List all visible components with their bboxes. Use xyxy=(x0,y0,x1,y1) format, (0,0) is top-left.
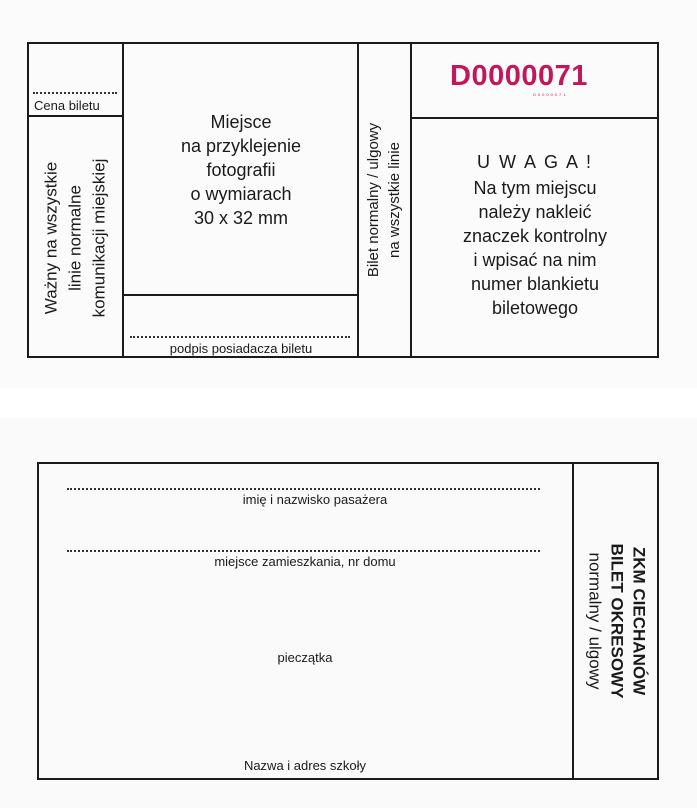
notice-title: U W A G A ! xyxy=(476,152,594,172)
photo-line: na przyklejenie xyxy=(180,136,302,156)
back-frame xyxy=(37,462,659,780)
photo-line: 30 x 32 mm xyxy=(193,208,289,228)
notice-line: i wpisać na nim xyxy=(473,250,597,270)
photo-placeholder-text xyxy=(124,110,358,230)
notice-line: należy nakleić xyxy=(478,202,592,222)
price-label: Cena biletu xyxy=(34,98,100,113)
ticket-type-line: Bilet normalny / ulgowy xyxy=(365,122,383,278)
validity-text-block xyxy=(27,117,123,358)
address-dotted-line xyxy=(67,550,540,552)
validity-line: Ważny na wszystkie xyxy=(41,161,60,314)
issuer-block xyxy=(574,462,659,780)
school-label: Nazwa i adres szkoły xyxy=(243,758,367,773)
issuer-line: normalny / ulgowy xyxy=(585,552,605,690)
serial-number: D0000071 xyxy=(450,60,588,92)
signature-label: podpis posiadacza biletu xyxy=(169,341,313,356)
notice-line: biletowego xyxy=(491,298,579,318)
name-label: imię i nazwisko pasażera xyxy=(242,492,388,507)
notice-line: numer blankietu xyxy=(470,274,600,294)
photo-line: fotografii xyxy=(206,160,276,180)
issuer-line: BILET OKRESOWY xyxy=(607,543,627,699)
ticket-front xyxy=(0,0,697,388)
ticket-type-block xyxy=(359,42,410,358)
notice-line: znaczek kontrolny xyxy=(462,226,608,246)
signature-dotted-line xyxy=(130,336,350,338)
notice-text xyxy=(412,150,658,320)
notice-line: Na tym miejscu xyxy=(473,178,597,198)
serial-number-small: D0000071 xyxy=(533,92,568,97)
card-gap xyxy=(0,388,697,418)
ticket-type-line: na wszystkie linie xyxy=(386,142,404,258)
photo-line: o wymiarach xyxy=(190,184,292,204)
issuer-line: ZKM CIECHANÓW xyxy=(629,546,649,696)
name-dotted-line xyxy=(67,488,540,490)
validity-line: linie normalne xyxy=(65,184,84,291)
stamp-label: pieczątka xyxy=(277,650,333,665)
address-label: miejsce zamieszkania, nr domu xyxy=(214,554,396,569)
divider xyxy=(122,294,358,296)
divider xyxy=(410,117,659,119)
ticket-back xyxy=(0,418,697,808)
price-dotted-line xyxy=(33,92,117,94)
validity-line: komunikacji miejskiej xyxy=(89,158,108,317)
photo-line: Miejsce xyxy=(210,112,272,132)
